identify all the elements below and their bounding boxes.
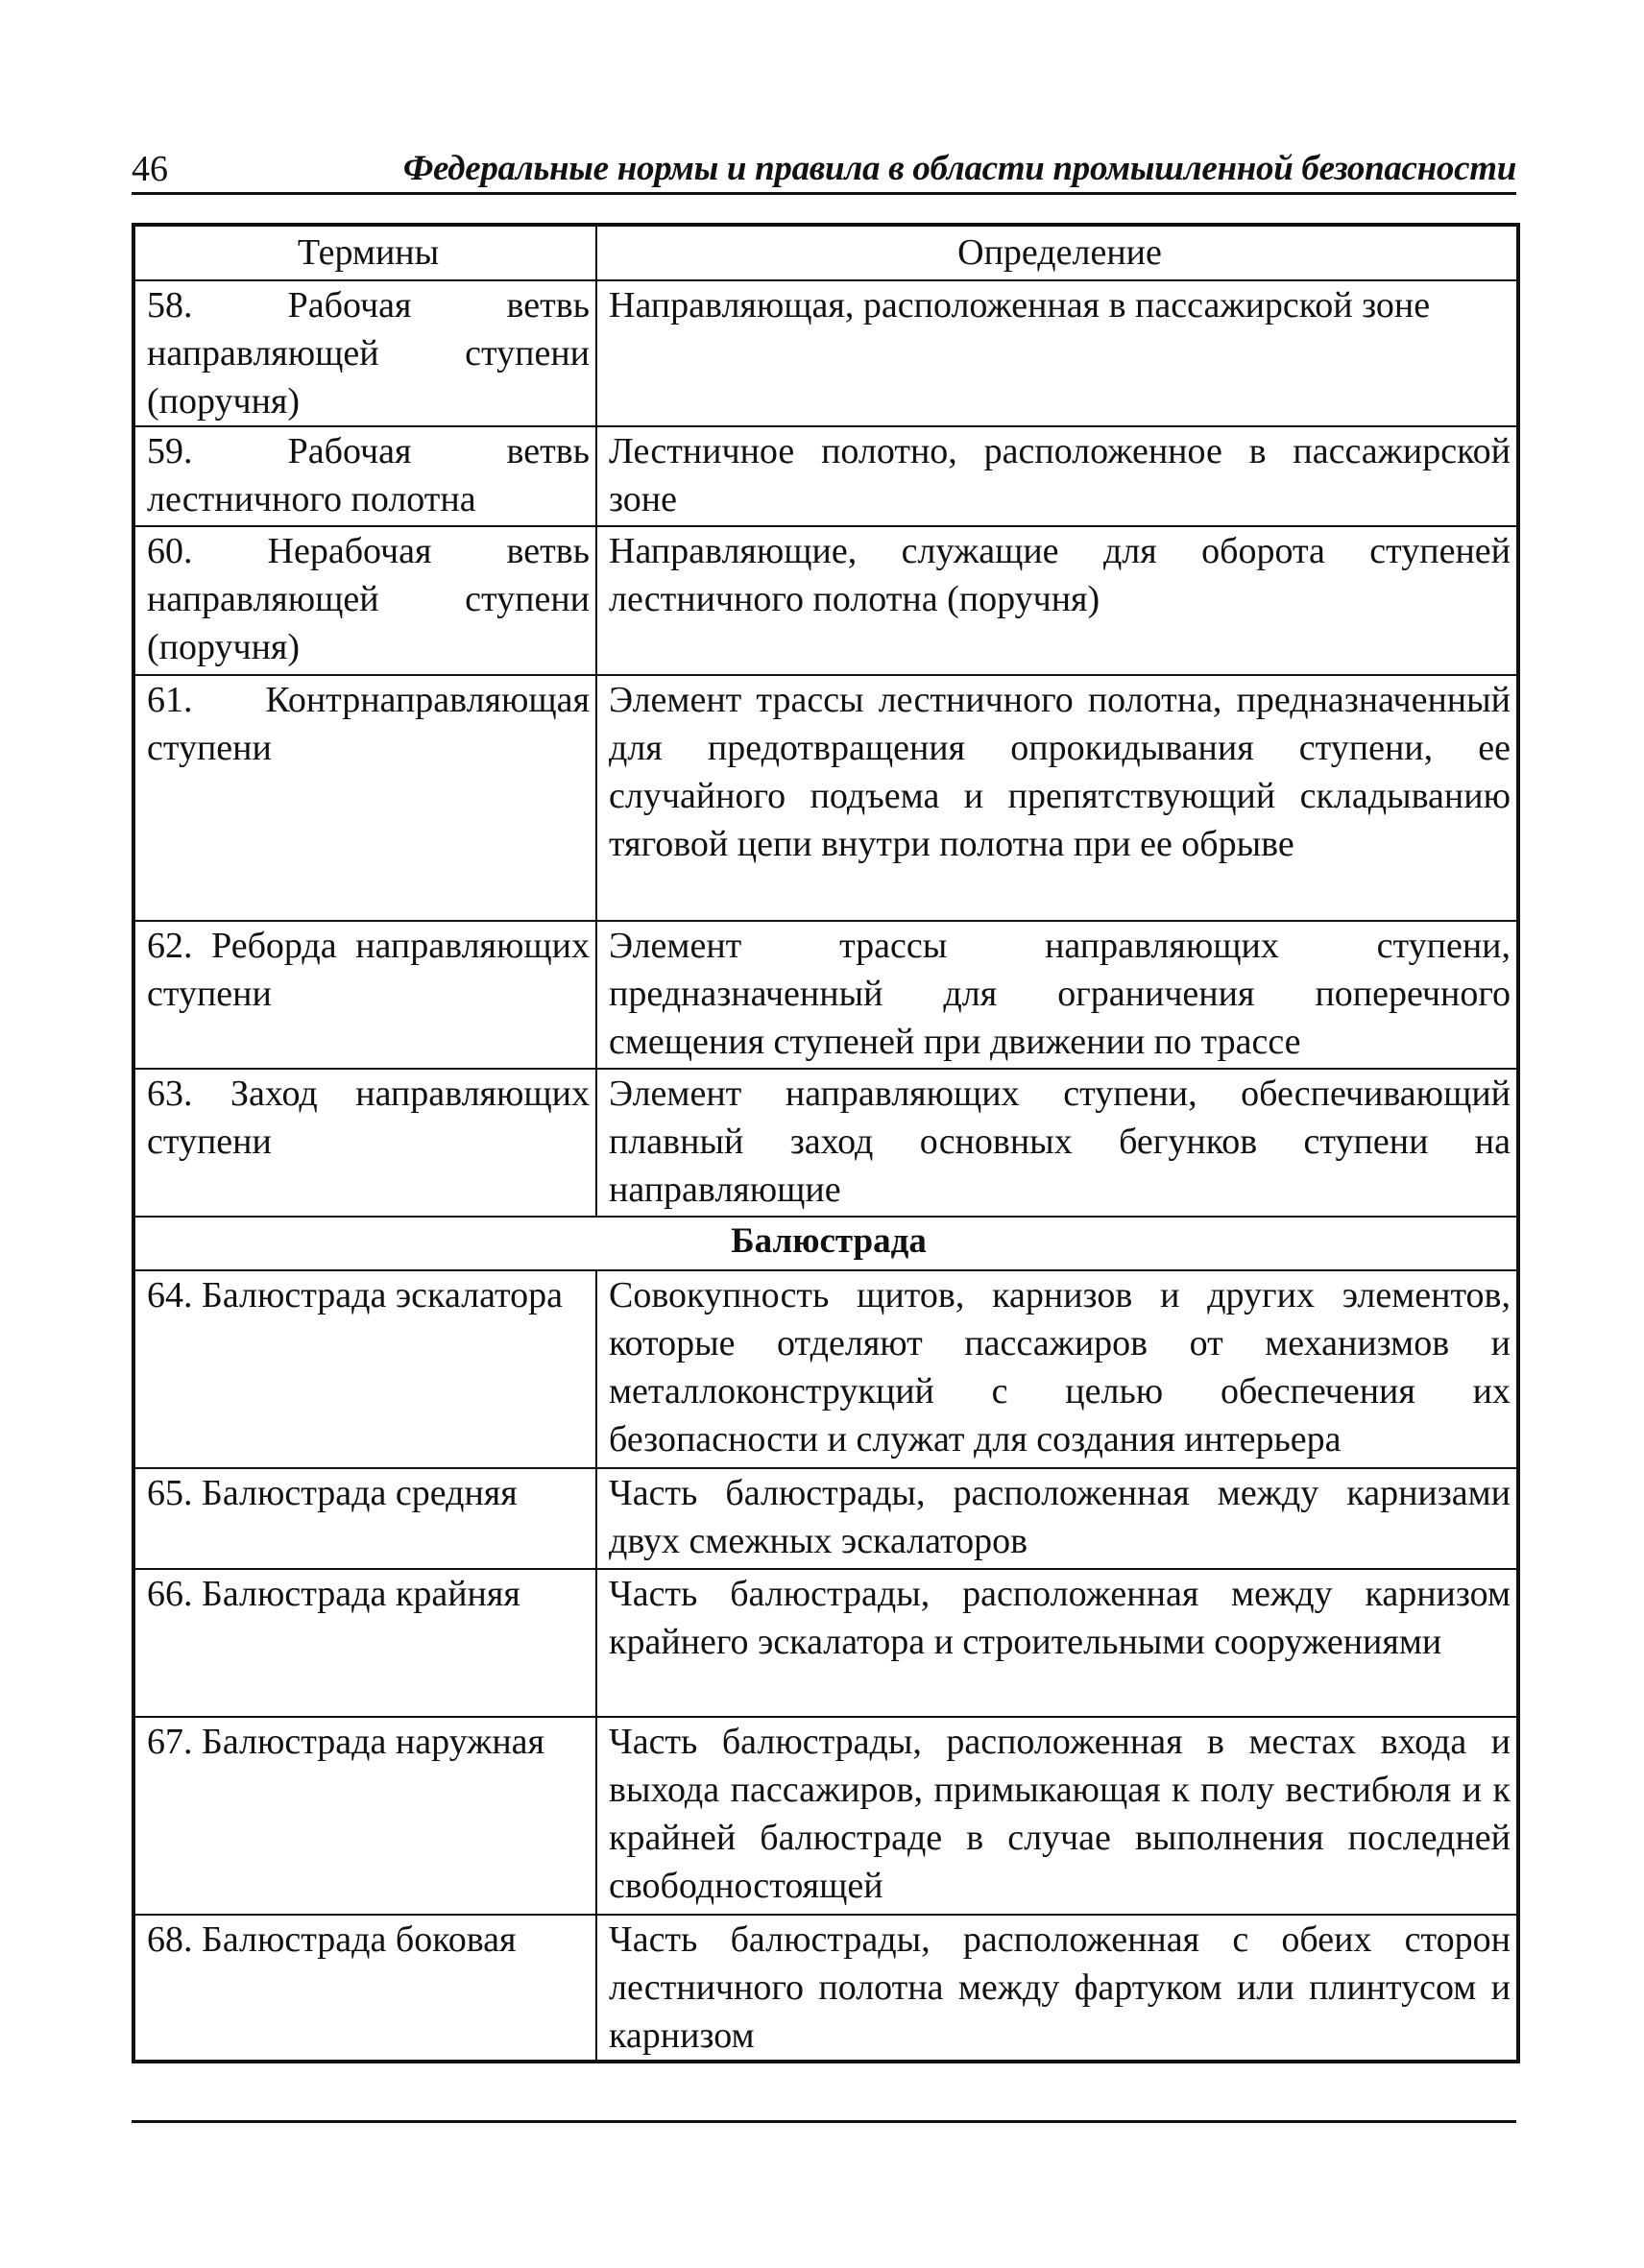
table-row — [133, 280, 1518, 426]
definition-cell: Совокупность щитов, карнизов и других элементов, которые отделяют пассажиров от механизмов и металлоконструкций с целью обеспечения их безопасности и служат для создания интерьера — [596, 1270, 1518, 1468]
running-title: Федеральные нормы и правила в области промышленной безопасности — [402, 149, 1516, 188]
section-row — [133, 1217, 1518, 1270]
table-row — [133, 1270, 1518, 1468]
definition-cell: Элемент трассы направляющих ступени, предназначенный для ограничения поперечного смещения ступеней при движении по трассе — [596, 921, 1518, 1069]
section-heading: Балюстрада — [133, 1217, 1518, 1270]
table-row — [133, 426, 1518, 526]
term-cell: 64. Балюстрада эскалатора — [133, 1270, 596, 1468]
term-cell: 61. Контрнаправляющая ступени — [133, 675, 596, 921]
definition-cell: Направляющие, служащие для оборота ступеней лестничного полотна (поручня) — [596, 526, 1518, 675]
table-row — [133, 526, 1518, 675]
table-row — [133, 1569, 1518, 1717]
table-header-row — [133, 225, 1518, 280]
term-cell: 58. Рабочая ветвь направляющей ступени (поручня) — [133, 280, 596, 426]
definition-cell: Часть балюстрады, расположенная между карнизом крайнего эскалатора и строительными сооружениями — [596, 1569, 1518, 1717]
table-row — [133, 1069, 1518, 1217]
table-row — [133, 1717, 1518, 1915]
definition-cell: Направляющая, расположенная в пассажирской зоне — [596, 280, 1518, 426]
term-cell: 68. Балюстрада боковая — [133, 1915, 596, 2062]
term-cell: 62. Реборда направляющих ступени — [133, 921, 596, 1069]
definition-cell: Часть балюстрады, расположенная с обеих сторон лестничного полотна между фартуком или плинтусом и карнизом — [596, 1915, 1518, 2062]
table-row — [133, 1468, 1518, 1569]
term-cell: 59. Рабочая ветвь лестничного полотна — [133, 426, 596, 526]
definition-cell: Элемент трассы лестничного полотна, предназначенный для предотвращения опрокидывания ступени, ее случайного подъема и препятствующий складыванию тяговой цепи внутри полотна при ее обрыве — [596, 675, 1518, 921]
footer-rule — [132, 2120, 1516, 2123]
column-header-terms: Термины — [133, 225, 596, 280]
term-cell: 65. Балюстрада средняя — [133, 1468, 596, 1569]
table-row — [133, 1915, 1518, 2062]
page-number: 46 — [132, 149, 168, 189]
definition-cell: Часть балюстрады, расположенная между карнизами двух смежных эскалаторов — [596, 1468, 1518, 1569]
term-cell: 67. Балюстрада наружная — [133, 1717, 596, 1915]
table-row — [133, 921, 1518, 1069]
term-cell: 60. Нерабочая ветвь направляющей ступени (поручня) — [133, 526, 596, 675]
page-header — [132, 144, 1516, 195]
definition-cell: Элемент направляющих ступени, обеспечивающий плавный заход основных бегунков ступени на направляющие — [596, 1069, 1518, 1217]
term-cell: 63. Заход направляющих ступени — [133, 1069, 596, 1217]
term-cell: 66. Балюстрада крайняя — [133, 1569, 596, 1717]
terms-table — [132, 223, 1520, 2063]
definition-cell: Лестничное полотно, расположенное в пассажирской зоне — [596, 426, 1518, 526]
column-header-definition: Определение — [596, 225, 1518, 280]
definition-cell: Часть балюстрады, расположенная в местах входа и выхода пассажиров, примыкающая к полу вестибюля и к крайней балюстраде в случае выполнения последней свободностоящей — [596, 1717, 1518, 1915]
table-row — [133, 675, 1518, 921]
